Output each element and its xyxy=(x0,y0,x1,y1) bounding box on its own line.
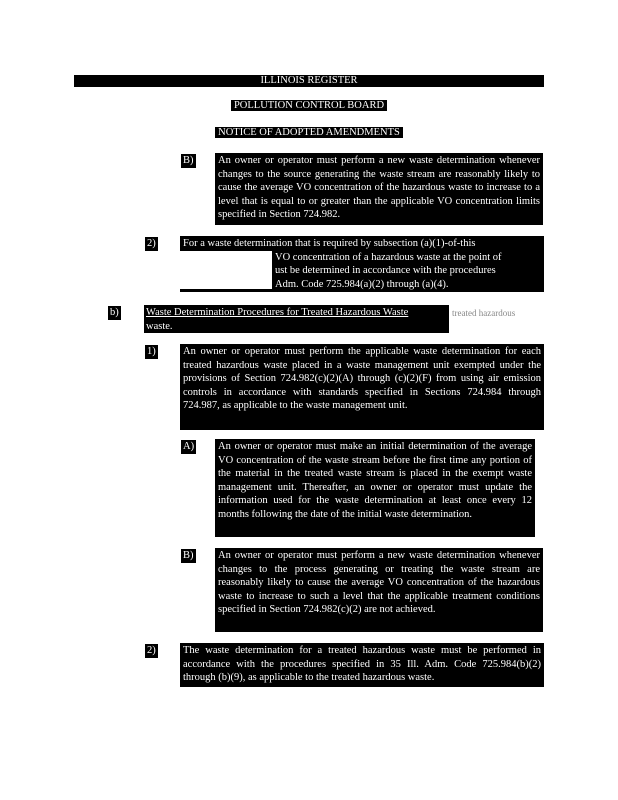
item-marker: A) xyxy=(183,441,195,452)
redaction-gap xyxy=(180,251,272,289)
register-title xyxy=(0,74,618,88)
board-title-text: POLLUTION CONTROL BOARD xyxy=(231,100,387,111)
item-marker: 1) xyxy=(147,346,156,357)
section-heading xyxy=(144,305,449,333)
section-heading-text: Waste Determination Procedures for Treated Hazardous Waste xyxy=(146,307,409,318)
item-marker: 2) xyxy=(147,645,156,656)
register-title-text: ILLINOIS REGISTER xyxy=(257,75,360,86)
paragraph-2-bottom: The waste determination for a treated hazardous waste must be performed in accordance with the procedures specified in 35 Ill. Adm. Code 725.984(b)(2) through (b)(9), as applicable to the treated hazardous waste. xyxy=(180,643,544,687)
item-marker: B) xyxy=(183,550,194,561)
paragraph-line: Adm. Code 725.984(a)(2) through (a)(4). xyxy=(275,278,449,290)
paragraph-b-sub: An owner or operator must perform a new waste determination whenever changes to the process generating or treating the waste stream are reasonably likely to cause the average VO concentration of the hazardous waste to increase to such a level that the applicable treatment conditions specified in Section 724.982(c)(2) are not achieved. xyxy=(215,548,543,632)
section-heading-line2: waste. xyxy=(146,320,173,332)
paragraph-line: For a waste determination that is required by subsection (a)(1)-of-this xyxy=(183,238,476,249)
section-marker: b) xyxy=(110,307,119,318)
notice-title xyxy=(0,126,618,140)
board-title xyxy=(0,99,618,113)
paragraph-line: VO concentration of a hazardous waste at the point of xyxy=(275,251,502,263)
item-marker: B) xyxy=(183,155,194,166)
item-marker: 2) xyxy=(147,238,156,249)
notice-title-text: NOTICE OF ADOPTED AMENDMENTS xyxy=(215,127,403,138)
paragraph-1: An owner or operator must perform the applicable waste determination for each treated hazardous waste placed in a waste management unit exempted under the provisions of Section 724.982(c)(2)(A) through (c)(2)(F) from using air emission controls in accordance with standards specified in Sections 724.984 through 724.987, as applicable to the waste management unit. xyxy=(180,344,544,430)
paragraph-a-sub: An owner or operator must make an initial determination of the average VO concentration of the waste stream before the first time any portion of the material in the treated waste stream is placed in the exempt waste management unit. Thereafter, an owner or operator must update the information used for the waste determination at least once every 12 months following the date of the initial waste determination. xyxy=(215,439,535,537)
paragraph-line: ust be determined in accordance with the procedures xyxy=(275,265,496,277)
paragraph-b-top: An owner or operator must perform a new waste determination whenever changes to the source generating the waste stream are reasonably likely to cause the average VO concentration of the hazardous waste to increase to a level that is equal to or greater than the applicable VO concentration limits specified in Section 724.982. xyxy=(215,153,543,225)
section-heading-trail: treated hazardous xyxy=(452,308,516,318)
